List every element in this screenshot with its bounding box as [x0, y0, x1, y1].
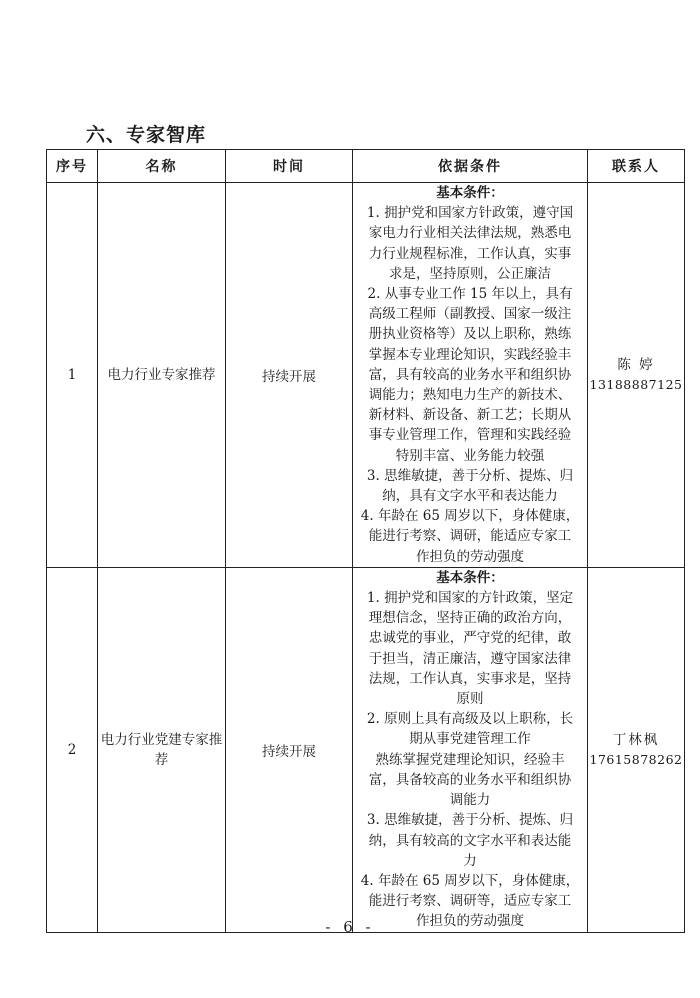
row-condition — [353, 567, 588, 932]
condition-line: 掌握本专业理论知识，实践经验丰 — [368, 346, 572, 363]
condition-line: 2. 原则上具有高级及以上职称，长 — [366, 711, 574, 728]
row-name: 电力行业专家推荐 — [98, 183, 226, 568]
condition-line: 力行业规程标准，工作认真，实事 — [368, 245, 572, 262]
contact-phone: 13188887125 — [589, 376, 683, 392]
row-contact — [588, 183, 685, 568]
row-time: 持续开展 — [226, 567, 353, 932]
condition-line: 原则 — [456, 691, 484, 708]
condition-line: 2. 从事专业工作 15 年以上，具有 — [367, 286, 573, 303]
row-condition — [353, 183, 588, 568]
row-time: 持续开展 — [226, 183, 353, 568]
expert-table — [46, 149, 685, 933]
section-title: 六、专家智库 — [86, 124, 207, 146]
condition-line: 调能力；熟知电力生产的新技术、 — [368, 387, 572, 404]
condition-line: 熟练掌握党建理论知识，经验丰 — [375, 751, 565, 768]
condition-line: 4. 年龄在 65 周岁以下，身体健康， — [360, 872, 580, 889]
condition-line: 3. 思维敏捷，善于分析、提炼、归 — [366, 812, 574, 829]
header-seq: 序号 — [47, 150, 98, 183]
condition-line: 纳，具有较高的文字水平和表达能 — [368, 832, 572, 849]
condition-heading: 基本条件： — [436, 569, 504, 586]
condition-line: 作担负的劳动强度 — [416, 913, 524, 930]
condition-line: 事专业管理工作，管理和实践经验 — [368, 427, 572, 444]
row-seq: 2 — [47, 567, 98, 932]
table-header-row — [47, 150, 685, 183]
row-name: 电力行业党建专家推荐 — [98, 567, 226, 932]
condition-line: 忠诚党的事业，严守党的纪律，敢 — [368, 630, 572, 647]
condition-line: 法规，工作认真，实事求是，坚持 — [368, 670, 572, 687]
condition-line: 能进行考察、调研，能适应专家工 — [368, 528, 572, 545]
condition-line: 于担当，清正廉洁，遵守国家法律 — [368, 650, 572, 667]
header-contact: 联系人 — [588, 150, 685, 183]
row-contact — [588, 567, 685, 932]
condition-line: 纳，具有文字水平和表达能力 — [382, 488, 558, 505]
condition-line: 家电力行业相关法律法规，熟悉电 — [368, 225, 572, 242]
condition-line: 1. 拥护党和国家的方针政策，坚定 — [366, 590, 574, 607]
condition-line: 期从事党建管理工作 — [409, 731, 531, 748]
table-row — [47, 183, 685, 568]
contact-phone: 17615878262 — [589, 751, 683, 767]
header-name: 名称 — [98, 150, 226, 183]
condition-line: 理想信念，坚持正确的政治方向， — [368, 610, 572, 627]
condition-line: 力 — [463, 852, 477, 869]
header-time: 时间 — [226, 150, 353, 183]
contact-name: 丁林枫 — [612, 731, 660, 748]
condition-line: 富，具有较高的业务水平和组织协 — [368, 366, 572, 383]
condition-line: 能进行考察、调研等，适应专家工 — [368, 893, 572, 910]
page-number: - 6 - — [325, 918, 375, 936]
condition-line: 册执业资格等）及以上职称，熟练 — [368, 326, 572, 343]
condition-line: 调能力 — [449, 792, 491, 809]
condition-line: 1. 拥护党和国家方针政策，遵守国 — [366, 205, 574, 222]
condition-line: 特别丰富、业务能力较强 — [395, 447, 545, 464]
row-seq: 1 — [47, 183, 98, 568]
condition-line: 富，具备较高的业务水平和组织协 — [368, 771, 572, 788]
condition-line: 新材料、新设备、新工艺；长期从 — [368, 407, 572, 424]
condition-heading: 基本条件： — [436, 185, 504, 201]
header-condition: 依据条件 — [353, 150, 588, 183]
table-row — [47, 567, 685, 932]
contact-name: 陈 婷 — [617, 356, 655, 373]
condition-line: 4. 年龄在 65 周岁以下，身体健康， — [360, 508, 580, 525]
condition-line: 作担负的劳动强度 — [416, 548, 524, 565]
condition-line: 高级工程师（副教授、国家一级注 — [368, 306, 572, 323]
condition-line: 3. 思维敏捷，善于分析、提炼、归 — [366, 467, 574, 484]
condition-line: 求是，坚持原则，公正廉洁 — [389, 265, 551, 282]
